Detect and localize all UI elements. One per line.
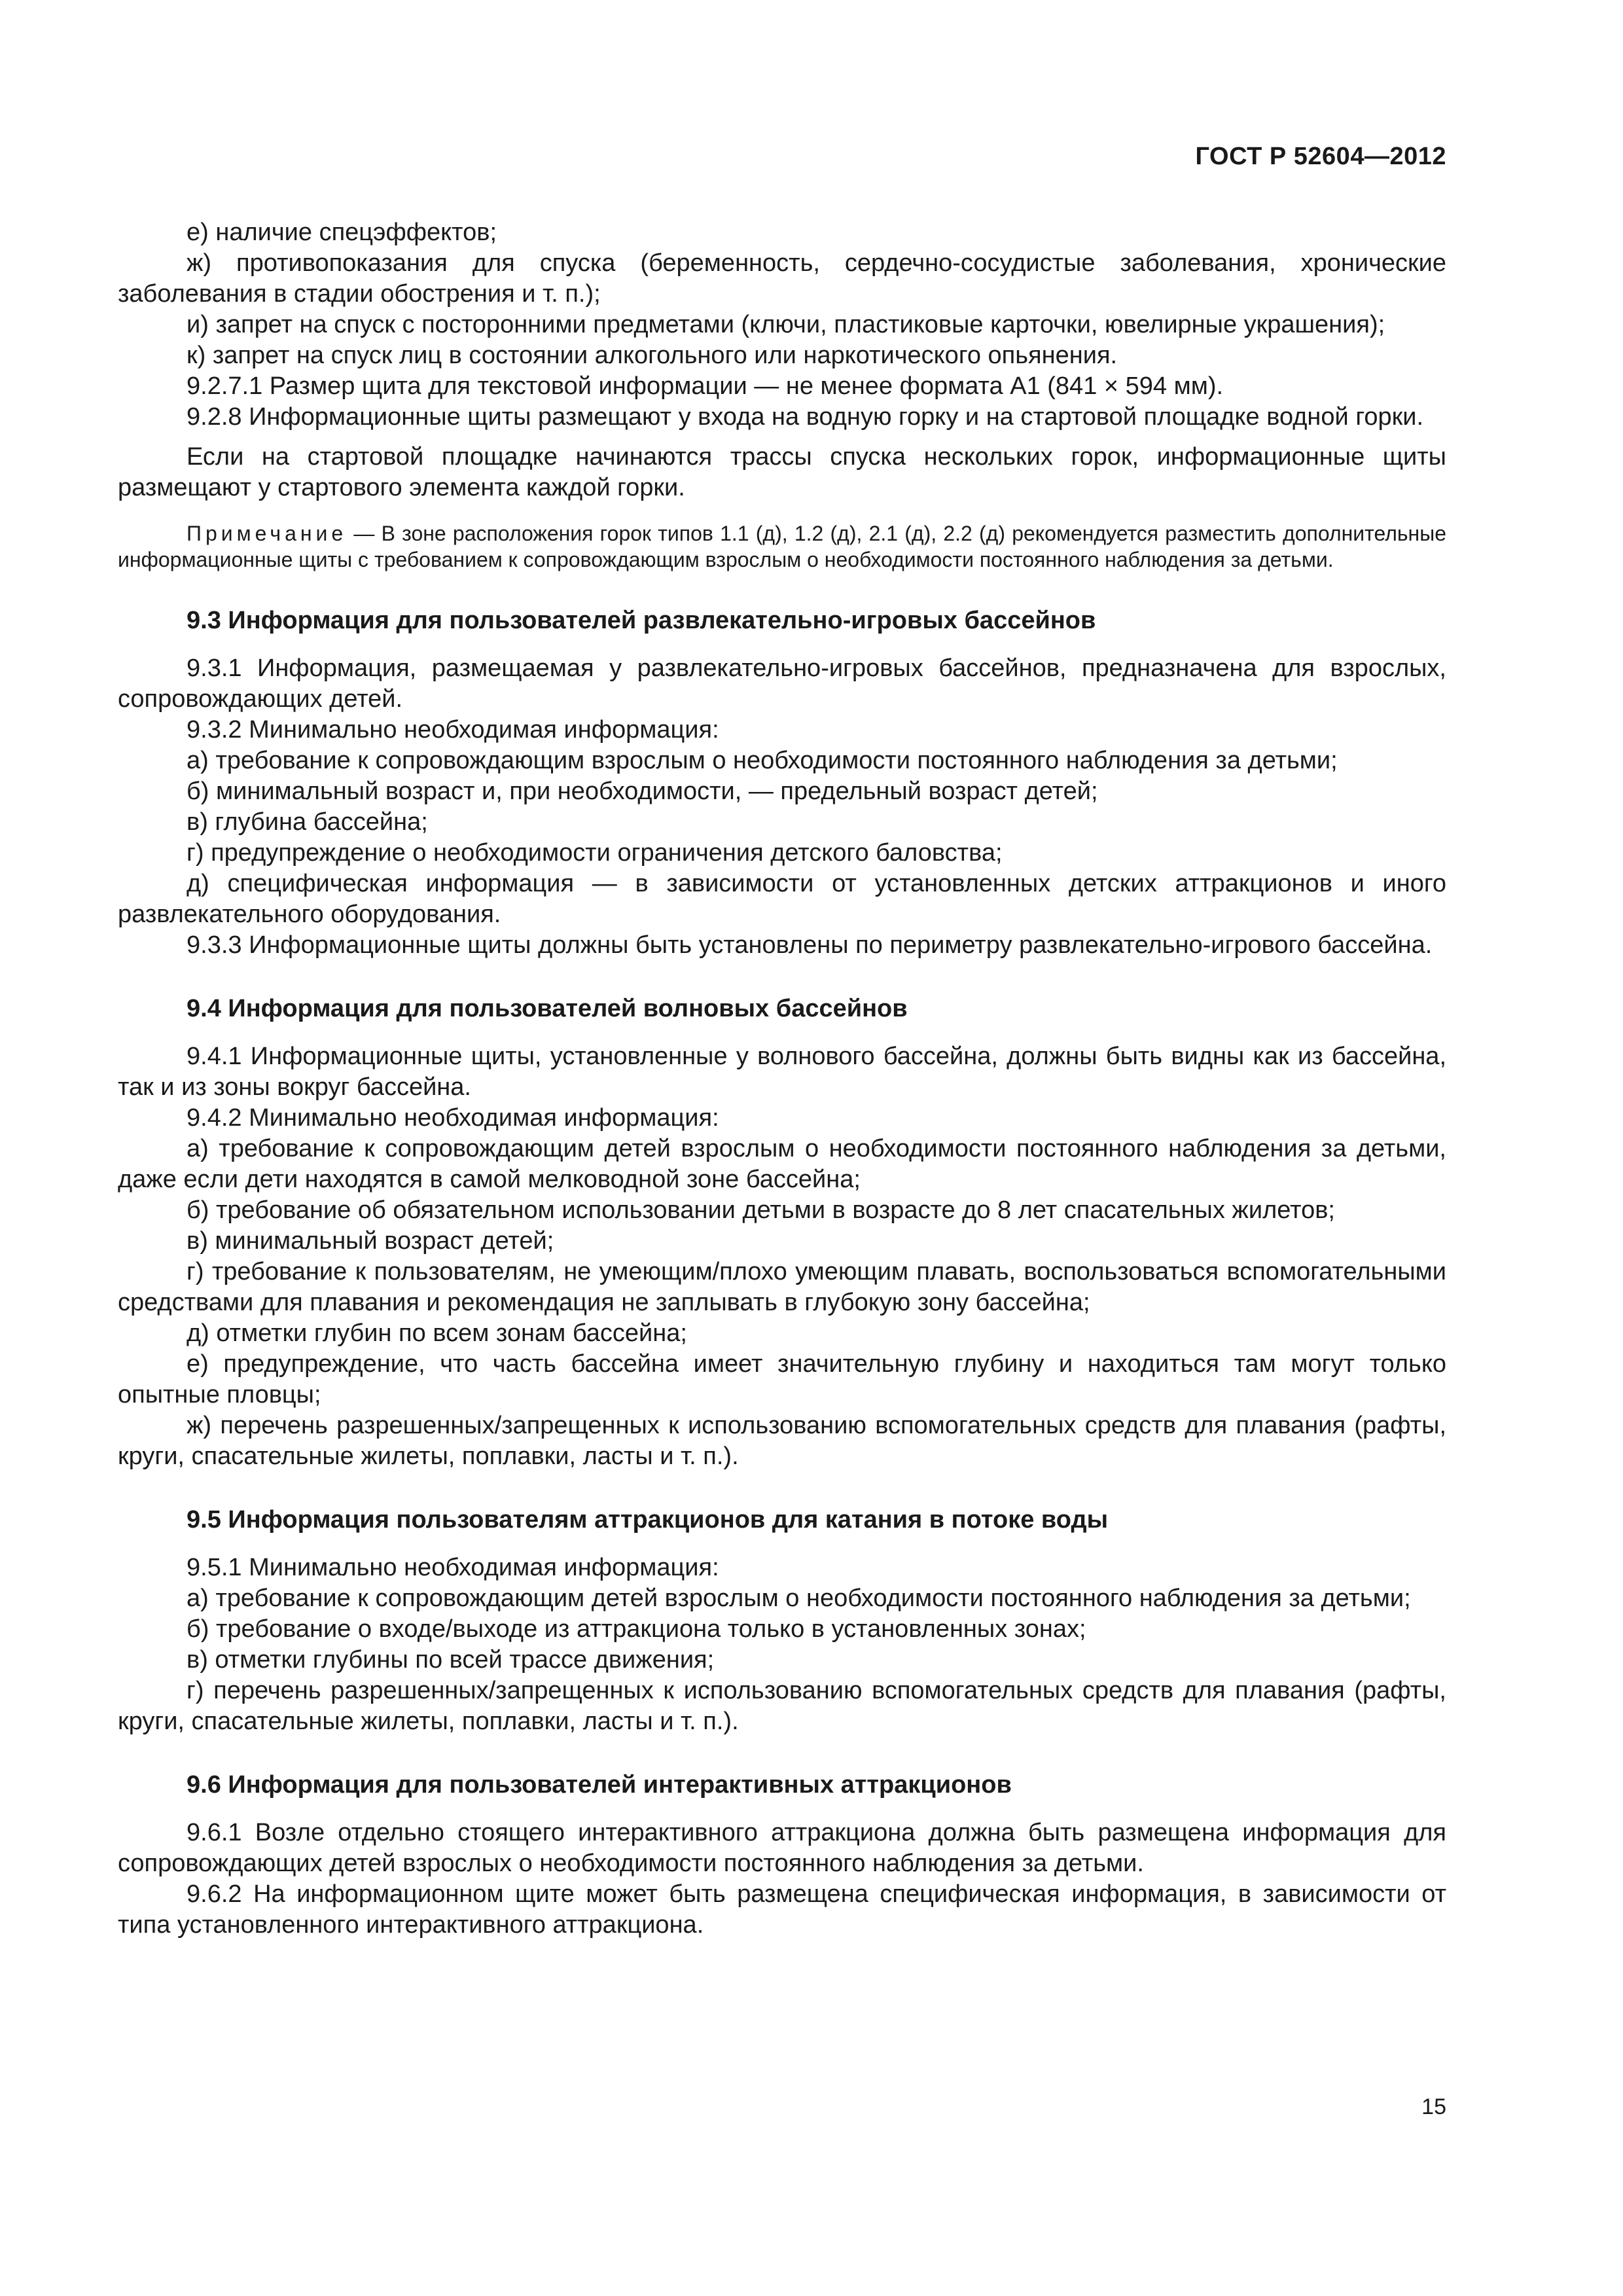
list-item: г) предупреждение о необходимости ограничения детского баловства;: [187, 839, 1003, 867]
page-number: 15: [1421, 2094, 1446, 2119]
list-item-zh: ж) противопоказания для спуска (беременность, сердечно-сосудистые заболевания, хронические заболевания в стадии обострения и т. п.);: [118, 249, 1446, 308]
list-item: б) требование об обязательном использовании детьми в возрасте до 8 лет спасательных жилетов;: [187, 1196, 1335, 1224]
clause-9-3-1: 9.3.1 Информация, размещаемая у развлекательно-игровых бассейнов, предназначена для взрослых, сопровождающих детей.: [118, 655, 1446, 713]
list-item-k: к) запрет на спуск лиц в состоянии алкогольного или наркотического опьянения.: [187, 342, 1118, 369]
section-9-4-heading: 9.4 Информация для пользователей волновых бассейнов: [187, 995, 908, 1022]
list-item-i: и) запрет на спуск с посторонними предметами (ключи, пластиковые карточки, ювелирные украшения);: [187, 311, 1385, 338]
note-label: Примечание: [187, 522, 348, 545]
clause-9-6-1: 9.6.1 Возле отдельно стоящего интерактивного аттракциона должна быть размещена информация для сопровождающих детей взрослых о необходимости постоянного наблюдения за детьми.: [118, 1819, 1446, 1877]
list-item: в) минимальный возраст детей;: [187, 1227, 554, 1255]
paragraph-multiple-slides: Если на стартовой площадке начинаются трассы спуска нескольких горок, информационные щиты размещают у стартового элемента каждой горки.: [118, 443, 1446, 501]
clause-9-4-2: 9.4.2 Минимально необходимая информация:: [187, 1104, 719, 1132]
list-item-e: е) наличие спецэффектов;: [187, 219, 497, 246]
list-item: г) перечень разрешенных/запрещенных к использованию вспомогательных средств для плавания (рафты, круги, спасательные жилеты, поплавки, ласты и т. п.).: [118, 1677, 1446, 1735]
list-item: д) отметки глубин по всем зонам бассейна;: [187, 1319, 687, 1347]
clause-9-2-7-1: 9.2.7.1 Размер щита для текстовой информации — не менее формата А1 (841 × 594 мм).: [187, 372, 1224, 400]
clause-9-4-1: 9.4.1 Информационные щиты, установленные у волнового бассейна, должны быть видны как из бассейна, так и из зоны вокруг бассейна.: [118, 1043, 1446, 1101]
list-item: а) требование к сопровождающим детей взрослым о необходимости постоянного наблюдения за детьми;: [187, 1585, 1411, 1612]
list-item: б) минимальный возраст и, при необходимости, — предельный возраст детей;: [187, 778, 1098, 805]
clause-9-5-1: 9.5.1 Минимально необходимая информация:: [187, 1554, 719, 1581]
clause-9-6-2: 9.6.2 На информационном щите может быть размещена специфическая информация, в зависимости от типа установленного интерактивного аттракциона.: [118, 1880, 1446, 1939]
clause-9-2-8: 9.2.8 Информационные щиты размещают у входа на водную горку и на стартовой площадке водной горки.: [187, 403, 1424, 431]
section-9-3-heading: 9.3 Информация для пользователей развлекательно-игровых бассейнов: [187, 607, 1096, 634]
clause-9-3-2: 9.3.2 Минимально необходимая информация:: [187, 716, 719, 744]
list-item: а) требование к сопровождающим взрослым о необходимости постоянного наблюдения за детьми;: [187, 747, 1338, 774]
note-text: — В зоне расположения горок типов 1.1 (д), 1.2 (д), 2.1 (д), 2.2 (д) рекомендуется разместить дополнительные информационные щиты с требованием к сопровождающим взрослым о необходимости постоянного наблюдения за детьми.: [118, 522, 1446, 571]
note: [118, 520, 1446, 573]
page-content: [118, 217, 1446, 1941]
list-item: е) предупреждение, что часть бассейна имеет значительную глубину и находиться там могут только опытные пловцы;: [118, 1350, 1446, 1408]
clause-9-3-3: 9.3.3 Информационные щиты должны быть установлены по периметру развлекательно-игрового бассейна.: [187, 931, 1433, 959]
list-item: д) специфическая информация — в зависимости от установленных детских аттракционов и иного развлекательного оборудования.: [118, 870, 1446, 928]
section-9-5-heading: 9.5 Информация пользователям аттракционов для катания в потоке воды: [187, 1506, 1109, 1534]
section-9-6-heading: 9.6 Информация для пользователей интерактивных аттракционов: [187, 1771, 1012, 1799]
list-item: б) требование о входе/выходе из аттракциона только в установленных зонах;: [187, 1615, 1086, 1643]
list-item: г) требование к пользователям, не умеющим/плохо умеющим плавать, воспользоваться вспомогательными средствами для плавания и рекомендация не заплывать в глубокую зону бассейна;: [118, 1258, 1446, 1316]
list-item: ж) перечень разрешенных/запрещенных к использованию вспомогательных средств для плавания (рафты, круги, спасательные жилеты, поплавки, ласты и т. п.).: [118, 1412, 1446, 1470]
list-item: в) глубина бассейна;: [187, 808, 428, 836]
document-id: ГОСТ Р 52604—2012: [1195, 143, 1446, 170]
list-item: в) отметки глубины по всей трассе движения;: [187, 1646, 715, 1674]
list-item: а) требование к сопровождающим детей взрослым о необходимости постоянного наблюдения за детьми, даже если дети находятся в самой мелководной зоне бассейна;: [118, 1135, 1446, 1193]
